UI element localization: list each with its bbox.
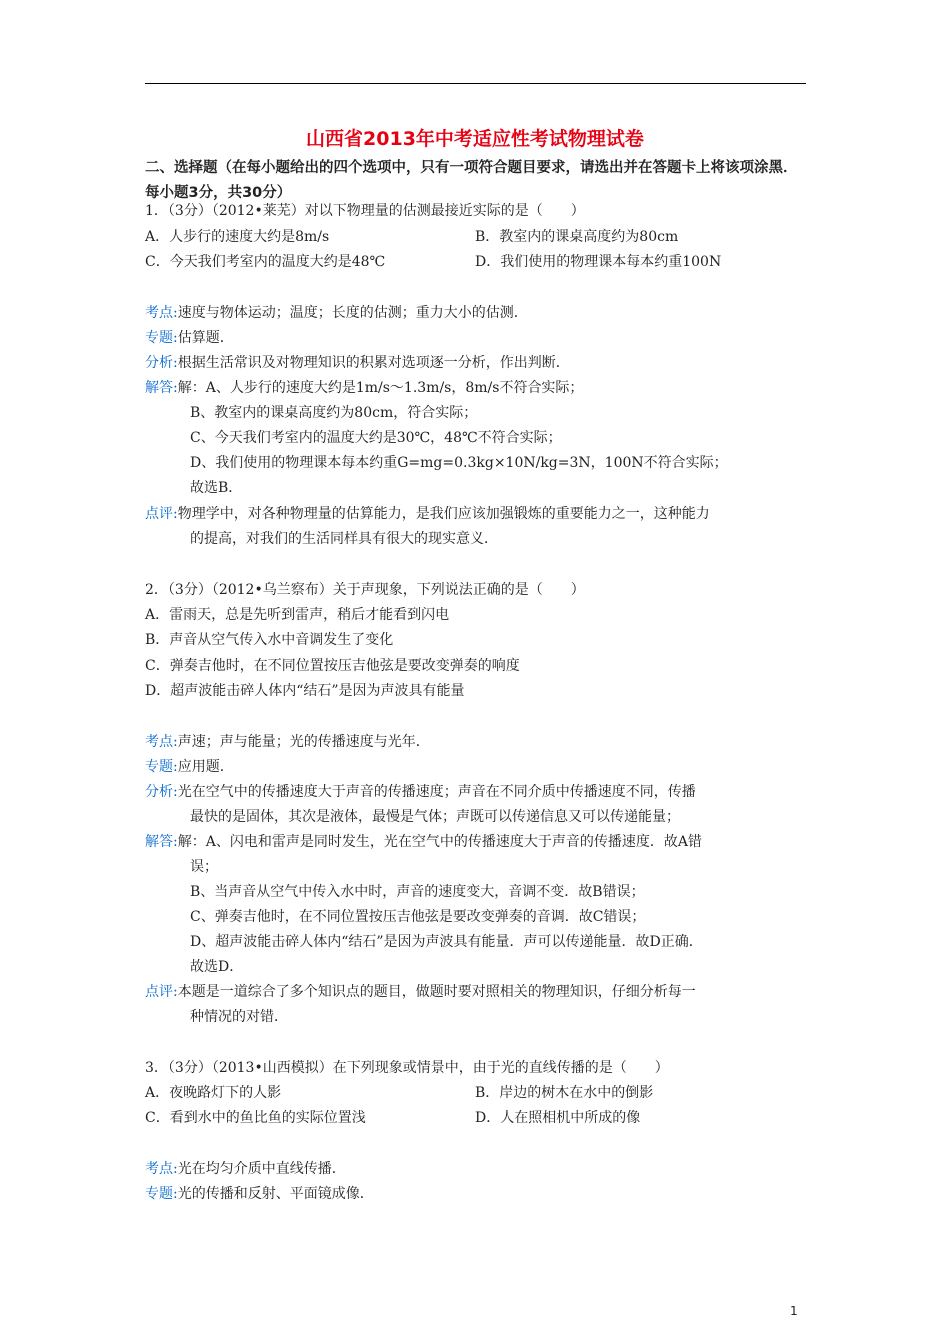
q1-jieda-line-2: B、教室内的课桌高度约为80cm，符合实际； <box>190 405 478 421</box>
kaodian-label: 考点: <box>145 305 178 321</box>
q2-fenxi-line-1: 光在空气中的传播速度大于声音的传播速度；声音在不同介质中传播速度不同，传播 <box>177 784 696 800</box>
q1-dianping-line-2: 的提高，对我们的生活同样具有很大的现实意义． <box>190 531 498 547</box>
section-heading: 二、选择题（在每小题给出的四个选项中，只有一项符合题目要求，请选出并在答题卡上将该项涂黑．每小题3分，共30分） <box>145 160 798 201</box>
q1-fenxi <box>145 353 570 373</box>
q3-kaodian-text: 光在均匀介质中直线传播． <box>177 1161 346 1177</box>
q2-option-b: B．声音从空气传入水中音调发生了变化 <box>145 632 394 648</box>
q2-jieda-line-4: C、弹奏吉他时，在不同位置按压吉他弦是要改变弹奏的音调．故C错误； <box>190 909 646 925</box>
q2-kaodian <box>145 732 430 752</box>
zhuanti-label: 专题: <box>145 330 178 346</box>
q1-option-a: A．人步行的速度大约是8m/s <box>145 229 330 245</box>
dianping-label: 点评: <box>145 984 178 1000</box>
q1-option-b: B．教室内的课桌高度约为80cm <box>475 229 679 245</box>
q2-dianping-line-1: 本题是一道综合了多个知识点的题目，做题时要对照相关的物理知识，仔细分析每一 <box>177 984 696 1000</box>
q2-jieda-line-6: 故选D． <box>190 959 244 975</box>
q3-stem: 3．（3分）（2013•山西模拟）在下列现象或情景中，由于光的直线传播的是（ ） <box>145 1060 669 1076</box>
q2-fenxi-line-2: 最快的是固体，其次是液体，最慢是气体；声既可以传递信息又可以传递能量； <box>190 809 680 825</box>
zhuanti-label: 专题: <box>145 759 178 775</box>
q3-option-c: C．看到水中的鱼比鱼的实际位置浅 <box>145 1110 366 1126</box>
q2-stem: 2．（3分）（2012•乌兰察布）关于声现象，下列说法正确的是（ ） <box>145 582 585 598</box>
q2-option-a: A．雷雨天，总是先听到雷声，稍后才能看到闪电 <box>145 607 450 623</box>
q2-jieda-line-2: 误； <box>190 859 218 875</box>
q1-jieda-line-4: D、我们使用的物理课本每本约重G=mg=0.3kg×10N/kg=3N，100N不符合实际； <box>190 455 728 471</box>
q2-jieda-line-5: D、超声波能击碎人体内“结石”是因为声波具有能量．声可以传递能量．故D正确． <box>190 934 703 950</box>
q3-option-b: B．岸边的树木在水中的倒影 <box>475 1085 654 1101</box>
jieda-label: 解答: <box>145 834 178 850</box>
q1-fenxi-text: 根据生活常识及对物理知识的积累对选项逐一分析，作出判断． <box>177 355 570 371</box>
q2-jieda <box>145 832 702 852</box>
q3-kaodian <box>145 1159 346 1179</box>
q1-jieda <box>145 378 583 398</box>
page-number: 1 <box>790 1304 798 1318</box>
q2-zhuanti-text: 应用题． <box>177 759 234 775</box>
q1-dianping-line-1: 物理学中，对各种物理量的估算能力，是我们应该加强锻炼的重要能力之一，这种能力 <box>177 506 710 522</box>
q2-zhuanti <box>145 757 234 777</box>
q2-dianping-line-2: 种情况的对错． <box>190 1009 288 1025</box>
q3-option-d: D．人在照相机中所成的像 <box>475 1110 641 1126</box>
header-rule <box>145 83 806 84</box>
q1-kaodian-text: 速度与物体运动；温度；长度的估测；重力大小的估测． <box>177 305 528 321</box>
dianping-label: 点评: <box>145 506 178 522</box>
q1-zhuanti <box>145 328 234 348</box>
q3-zhuanti-text: 光的传播和反射、平面镜成像． <box>177 1186 374 1202</box>
q2-option-c: C．弹奏吉他时，在不同位置按压吉他弦是要改变弹奏的响度 <box>145 658 520 674</box>
q1-option-d: D．我们使用的物理课本每本约重100N <box>475 254 722 270</box>
q2-jieda-line-1: 解：A、闪电和雷声是同时发生，光在空气中的传播速度大于声音的传播速度．故A错 <box>177 834 702 850</box>
jieda-label: 解答: <box>145 380 178 396</box>
zhuanti-label: 专题: <box>145 1186 178 1202</box>
q2-option-d: D．超声波能击碎人体内“结石”是因为声波具有能量 <box>145 683 465 699</box>
q2-kaodian-text: 声速；声与能量；光的传播速度与光年． <box>177 734 430 750</box>
q1-kaodian <box>145 303 528 323</box>
q1-jieda-line-1: 解：A、人步行的速度大约是1m/s～1.3m/s，8m/s不符合实际； <box>177 380 584 396</box>
kaodian-label: 考点: <box>145 734 178 750</box>
q1-jieda-line-3: C、今天我们考室内的温度大约是30℃，48℃不符合实际； <box>190 430 562 446</box>
q1-option-c: C．今天我们考室内的温度大约是48℃ <box>145 254 386 270</box>
q2-fenxi <box>145 782 696 802</box>
q1-jieda-line-5: 故选B． <box>190 480 243 496</box>
q1-stem: 1．（3分）（2012•莱芜）对以下物理量的估测最接近实际的是（ ） <box>145 203 585 219</box>
fenxi-label: 分析: <box>145 784 178 800</box>
q3-option-a: A．夜晚路灯下的人影 <box>145 1085 282 1101</box>
q1-dianping <box>145 504 710 524</box>
fenxi-label: 分析: <box>145 355 178 371</box>
kaodian-label: 考点: <box>145 1161 178 1177</box>
q2-dianping <box>145 982 696 1002</box>
q3-zhuanti <box>145 1184 374 1204</box>
document-title: 山西省2013年中考适应性考试物理试卷 <box>306 128 644 150</box>
q1-zhuanti-text: 估算题． <box>177 330 234 346</box>
q2-jieda-line-3: B、当声音从空气中传入水中时，声音的速度变大，音调不变．故B错误； <box>190 884 645 900</box>
